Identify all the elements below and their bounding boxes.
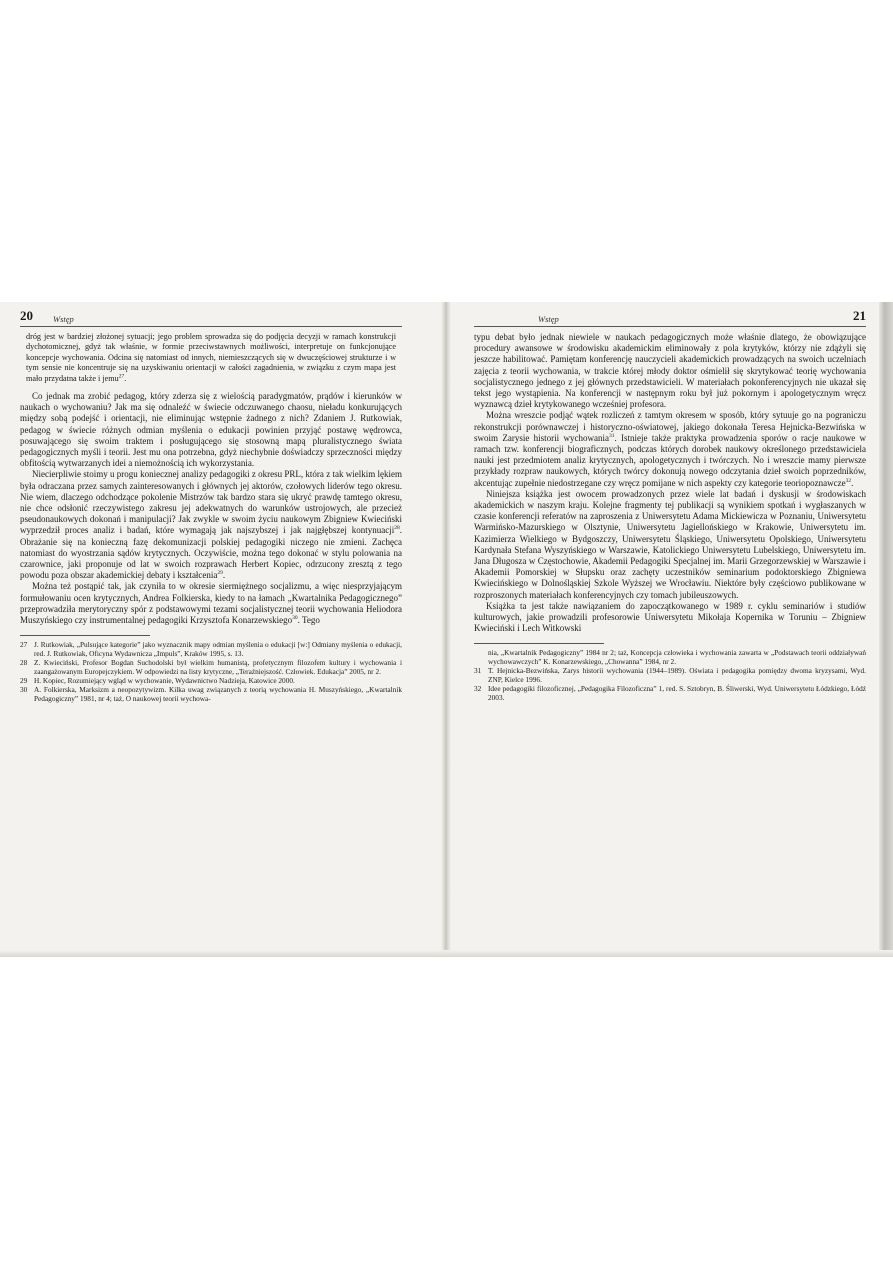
footnote-ref: 28 [394, 525, 400, 532]
page-number: 20 [20, 308, 33, 323]
page-number: 21 [853, 308, 866, 323]
block-quote: dróg jest w bardziej złożonej sytuacji; jego problem sprowadza się do podjęcia decyzji w ramach konstrukcji dychotomicznej, gdyż tak właśnie, w formie przeciwstawnych możliwości, interpretuje on funkcjonujące koncepcje wychowania. Odcina się natomiast od innych, niemieszczących się w dwuczęściowej strukturze i w tym sensie nie koncentruje się na uzyskiwaniu orientacji w całości zagadnienia, w związku z czym mapa jest mało przydatna także i jemu$^{27}$. [26, 332, 396, 383]
right-page-body [474, 332, 866, 634]
footnote-ref: 32 [845, 477, 852, 484]
right-page-header [474, 302, 866, 327]
right-page [474, 302, 866, 952]
paragraph: Co jednak ma zrobić pedagog, który zderza się z wielością paradygmatów, prądów i kierunków w naukach o wychowaniu? Jak ma się odnaleźć w świecie odczuwanego chaosu, nieładu konkurujących między sobą podejść i orientacji, nie eliminując wstępnie żadnego z nich? Zdaniem J. Rutkowiak, pedagog w świecie różnych odmian myślenia o edukacji powinien przyjąć postawę wędrowca, posuwającego się swoim traktem i posługującego się stosowną mapą pluralistycznego świata pedagogicznych myśli i teorii. Jest mu ona potrzebna, gdyż niechybnie doświadczy sprzeczności między obfitością wytwarzanych idei a niemożnością ich wykorzystania. [20, 391, 402, 469]
paragraph: Można wreszcie podjąć wątek rozliczeń z tamtym okresem w sposób, który sytuuje go na pograniczu rekonstrukcji porównawczej i historyczno-oświatowej, jakiego dokonała Teresa Hejnicka-Bezwińska w swoim Zarysie historii wychowania$^{31}$. Istnieje także praktyka prowadzenia sporów o racje naukowe w ramach tzw. konferencji biograficznych, podczas których dorobek naukowy określonego przedstawiciela nauki jest przedmiotem analiz krytycznych, apologetycznych i twórczych. No i wreszcie mamy pierwsze przykłady rozpraw naukowych, których twórcy dokonują nowego odczytania dzieł swoich poprzedników, akcentując zupełnie niedostrzegane czy wręcz pomijane w nich aspekty czy kategorie teoriopoznawcze$^{32}$. [474, 410, 866, 488]
footnote: 27 J. Rutkowiak, „Pulsujące kategorie” jako wyznacznik mapy odmian myślenia o edukacji [w:] Odmiany myślenia o edukacji, red. J. Rutkowiak, Oficyna Wydawnicza „Impuls”, Kraków 1995, s. 13. [20, 640, 402, 659]
left-page-header [20, 302, 402, 327]
footnote: 32 Idee pedagogiki filozoficznej, „Pedagogika Filozoficzna” 1, red. S. Sztobryn, B. Śliwerski, Wyd. Uniwersytetu Łódzkiego, Łódź 2003. [474, 684, 866, 703]
footnote: 28 Z. Kwieciński, Profesor Bogdan Suchodolski był wielkim humanistą, profetycznym filozofem kultury i wychowania i zaangażowanym Europejczykiem. W odpowiedzi na listy krytyczne, „Teraźniejszość. Człowiek. Edukacja” 2005, nr 2. [20, 658, 402, 677]
footnote-rule [474, 643, 604, 644]
book-gutter [441, 302, 451, 957]
paragraph: Niniejsza książka jest owocem prowadzonych przez wiele lat badań i dyskusji w środowiskach akademickich w naszym kraju. Kolejne fragmenty tej publikacji są wynikiem spotkań i wygłaszanych w czasie konferencji referatów na zaproszenia z Uniwersytetu Adama Mickiewicza w Poznaniu, Uniwersytetu Warmińsko-Mazurskiego w Olsztynie, Uniwersytetu Jagiellońskiego w Krakowie, Uniwersytetu im. Kazimierza Wielkiego w Bydgoszczy, Uniwersytetu Śląskiego, Uniwersytetu Opolskiego, Uniwersytetu Kardynała Stefana Wyszyńskiego w Warszawie, Katolickiego Uniwersytetu Lubelskiego, Uniwersytetu im. Jana Długosza w Częstochowie, Akademii Pedagogiki Specjalnej im. Marii Grzegorzewskiej w Warszawie i Akademii Pomorskiej w Słupsku oraz zachęty uczestników seminarium podoktorskiego Zbigniewa Kwiecińskiego w Dolnośląskiej Szkole Wyższej we Wrocławiu. Niektóre były częściowo publikowane w rozproszonych materiałach konferencyjnych czy tomach jubileuszowych. [474, 488, 866, 600]
paragraph: typu debat było jednak niewiele w naukach pedagogicznych może właśnie dlatego, że obowiązujące procedury awansowe w środowisku akademickim eliminowały z pola krytyków, którzy nie zdążyli się jeszcze habilitować. Pamiętam konferencję nauczycieli akademickich prowadzących na swoich uczelniach zajęcia z teorii wychowania, w trakcie której młody doktor ośmielił się skrytykować teorię wychowania socjalistycznego jednego z jej głównych przedstawicieli. W materiałach pokonferencyjnych nie ukazał się tekst jego wystąpienia. Na konferencji w następnym roku był już pokornym i apologetycznym wręcz wyznawcą dzieł krytykowanego wcześniej profesora. [474, 332, 866, 410]
left-page [20, 302, 402, 952]
footnote-ref: 29 [217, 570, 223, 577]
paragraph: Książka ta jest także nawiązaniem do zapoczątkowanego w 1989 r. cyklu seminariów i studiów kulturowych, jakie prowadzili profesorowie Uniwersytetu Mikołaja Kopernika w Toruniu – Zbigniew Kwieciński i Lech Witkowski [474, 600, 866, 634]
paragraph: Niecierpliwie stoimy u progu koniecznej analizy pedagogiki z okresu PRL, która z tak wielkim lękiem była odraczana przez samych zainteresowanych i głównych jej aktorów, czołowych liderów tego okresu. Nie wiem, dlaczego odchodzące pokolenie Mistrzów tak bardzo stara się ukryć prawdę tamtego okresu, nie chce odsłonić rzeczywistego zakresu jej adekwatnych do warunków ustrojowych, ale przecież pseudonaukowych dokonań i manipulacji? Jak zwykle w swoim życiu naukowym Zbigniew Kwieciński wyprzedził proces analiz i badań, które wymagają jak najszybszej i jak najgłębszej kontynuacji$^{28}$. Obrażanie się na konieczną fazę dekomunizacji polskiej pedagogiki niczego nie zmieni. Zachęca natomiast do wyostrzania sądów krytycznych. Oczywiście, można tego dokonać w stylu polowania na czarownice, jaki proponuje od lat w swoich rozprawach Herbert Kopiec, odrzucony zresztą z tego powodu poza obszar akademickiej debaty i kształcenia$^{29}$. [20, 469, 402, 581]
page-edge [879, 302, 893, 957]
footnote: 30 A. Folkierska, Marksizm a neopozytywizm. Kilka uwag związanych z teorią wychowania H. Muszyńskiego, „Kwartalnik Pedagogiczny” 1981, nr 4; taż, O naukowej teorii wychowa- [20, 685, 402, 704]
footnote-ref: 31 [608, 432, 615, 439]
footnote-ref: 30 [292, 615, 298, 622]
footnote-rule [20, 635, 150, 636]
running-head: Wstęp [53, 314, 74, 324]
footnote-continuation: nia, „Kwartalnik Pedagogiczny” 1984 nr 2; taż, Koncepcja człowieka i wychowania zawarta w „Podstawach teorii oddziaływań wychowawczych” K. Konarzewskiego, „Chowanna” 1984, nr 2. [488, 648, 866, 667]
running-head: Wstęp [538, 314, 559, 324]
paragraph: Można też postąpić tak, jak czyniła to w okresie siermiężnego socjalizmu, a więc niesprzyjającym formułowaniu ocen krytycznych, Andrea Folkierska, kiedy to na łamach „Kwartalnika Pedagogicznego” przeprowadziła merytoryczny spór z podstawowymi tezami socjalistycznej teorii wychowania Heliodora Muszyńskiego czy instrumentalnej pedagogiki Krzysztofa Konarzewskiego$^{30}$. Tego [20, 581, 402, 626]
footnote: 31 T. Hejnicka-Bezwińska, Zarys historii wychowania (1944–1989). Oświata i pedagogika pomiędzy dwoma kryzysami, Wyd. ZNP, Kielce 1996. [474, 666, 866, 685]
left-page-body [20, 332, 402, 626]
footnote-ref: 27 [118, 372, 125, 379]
footnote: 29 H. Kopiec, Rozumiejący wgląd w wychowanie, Wydawnictwo Nadzieja, Katowice 2000. [20, 676, 295, 686]
